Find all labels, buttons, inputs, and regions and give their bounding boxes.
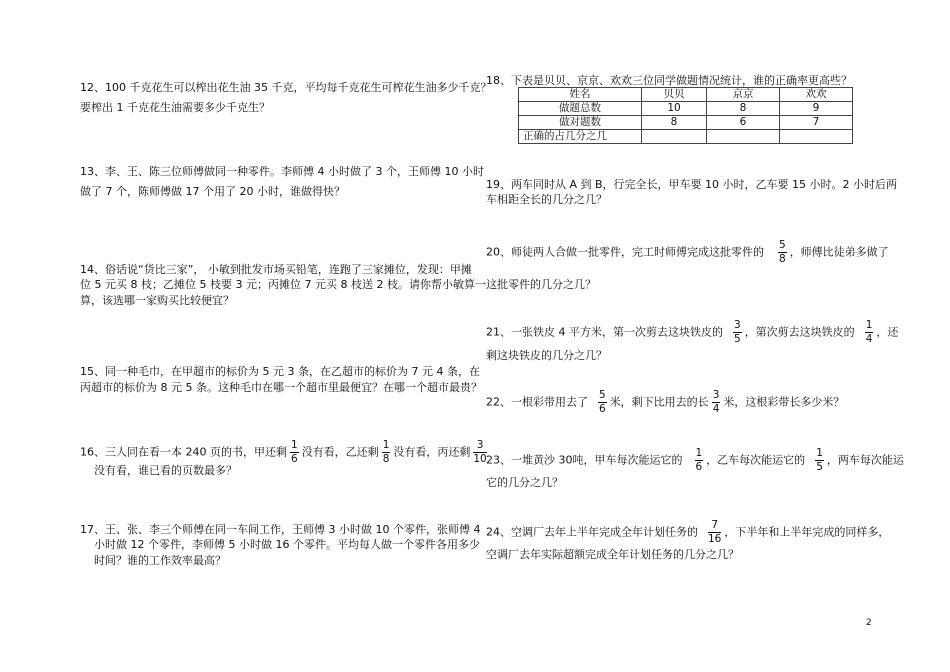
question-14-line-2: 位 5 元买 8 枝；乙摊位 5 枝要 3 元；丙摊位 7 元买 8 枝送 2 枝。请你帮小敏算一 xyxy=(80,278,486,291)
question-19-line-1: 19、两车同时从 A 到 B，行完全长，甲车要 10 小时，乙车要 15 小时。2 小时后两 xyxy=(486,178,898,191)
fraction: $\frac{5}{8}$ xyxy=(779,239,786,265)
table-cell: 8 xyxy=(707,102,780,116)
question-13-line-2: 做了 7 个，陈师傅做 17 个用了 20 小时，谁做得快？ xyxy=(80,185,345,198)
question-15-line-2: 丙超市的标价为 8 元 5 条。这种毛巾在哪一个超市里最便宜？在哪一个超市最贵？ xyxy=(80,381,482,394)
question-24-line-2: 空调厂去年实际超额完成全年计划任务的几分之几？ xyxy=(486,548,739,561)
question-21-line-1: 21、一张铁皮 4 平方米，第一次剪去这块铁皮的 $\frac{3}{5}$ ，第次剪去这块铁皮的 $\frac{1}{4}$ ，还 xyxy=(486,319,899,345)
stats-table xyxy=(518,87,853,144)
question-12-line-2: 要榨出 1 千克花生油需要多少千克生？ xyxy=(80,101,270,114)
question-14-line-3: 算，该选哪一家购买比较便宜？ xyxy=(80,294,234,307)
question-24-line-1: 24、空调厂去年上半年完成全年计划任务的 $\frac{7}{16}$ ，下半年和上半年完成的同样多， xyxy=(486,519,890,545)
question-15-line-1: 15、同一种毛巾，在甲超市的标价为 5 元 3 条，在乙超市的标价为 7 元 4 条，在 xyxy=(80,365,480,378)
question-23-line-2: 它的几分之几？ xyxy=(486,476,563,489)
fraction: $\frac{3}{4}$ xyxy=(712,389,720,415)
table-cell: 10 xyxy=(642,102,707,116)
question-14-line-1: 14、俗话说“货比三家”， 小敏到批发市场买铅笔，连跑了三家摊位，发现：甲摊 xyxy=(80,263,472,276)
table-cell: 6 xyxy=(707,116,780,130)
table-cell xyxy=(642,130,707,144)
question-23-line-1: 23、一堆黄沙 30吨，甲车每次能运它的 $\frac{1}{6}$ ，乙车每次能运它的 $\frac{1}{5}$ ，两车每次能运 xyxy=(486,447,904,473)
table-cell: 做题总数 xyxy=(519,102,642,116)
table-row xyxy=(519,130,853,144)
table-cell: 8 xyxy=(642,116,707,130)
fraction: $\frac{1}{6}$ xyxy=(695,447,703,473)
question-21-line-2: 剩这块铁皮的几分之几？ xyxy=(486,349,607,362)
question-16-line-1: 16、三人同在看一本 240 页的书，甲还剩 $\frac{1}{6}$ 没有看，乙还剩 $\frac{1}{8}$ 没有看，丙还剩 $\frac{3}{10}$ xyxy=(80,439,487,465)
question-18-line-1: 18、下表是贝贝、京京、欢欢三位同学做题情况统计，谁的正确率更高些？ xyxy=(486,74,852,87)
fraction: $\frac{1}{6}$ xyxy=(291,439,298,465)
table-header-cell: 欢欢 xyxy=(780,88,853,102)
table-header-cell: 京京 xyxy=(707,88,780,102)
question-16-line-2: 没有看，谁已看的页数最多？ xyxy=(94,464,237,477)
question-22-line-1: 22、一根彩带用去了 $\frac{5}{6}$ 米，剩下比用去的长 $\frac{3}{4}$ 米，这根彩带长多少米？ xyxy=(486,389,845,415)
table-cell xyxy=(707,130,780,144)
question-20-line-1: 20、师徒两人合做一批零件，完工时师傅完成这批零件的 $\frac{5}{8}$ ，师傅比徒弟多做了 xyxy=(486,239,889,265)
fraction: $\frac{3}{5}$ xyxy=(734,319,741,345)
table-cell: 7 xyxy=(780,116,853,130)
question-20-line-2: 这批零件的几分之几？ xyxy=(486,278,596,291)
fraction: $\frac{1}{4}$ xyxy=(865,319,873,345)
fraction: $\frac{1}{5}$ xyxy=(816,447,823,473)
table-cell xyxy=(780,130,853,144)
table-cell: 做对题数 xyxy=(519,116,642,130)
question-12-line-1: 12、100 千克花生可以榨出花生油 35 千克，平均每千克花生可榨花生油多少千克？ xyxy=(80,81,492,94)
fraction: $\frac{1}{8}$ xyxy=(382,439,390,465)
table-header-cell: 贝贝 xyxy=(642,88,707,102)
table-row xyxy=(519,102,853,116)
table-header-cell: 姓名 xyxy=(519,88,642,102)
question-13-line-1: 13、李、王、陈三位师傅做同一种零件。李师傅 4 小时做了 3 个，王师傅 10 小时 xyxy=(80,165,484,178)
table-cell: 9 xyxy=(780,102,853,116)
fraction: $\frac{3}{10}$ xyxy=(473,439,487,465)
fraction: $\frac{5}{6}$ xyxy=(599,389,606,415)
question-17-line-3: 时间？谁的工作效率最高？ xyxy=(94,554,226,567)
page-number: 2 xyxy=(866,618,872,628)
table-cell: 正确的占几分之几 xyxy=(519,130,642,144)
question-17-line-1: 17、王、张、李三个师傅在同一车间工作，王师傅 3 小时做 10 个零件，张师傅 4 xyxy=(80,523,481,536)
table-header-row xyxy=(519,88,853,102)
table-row xyxy=(519,116,853,130)
fraction: $\frac{7}{16}$ xyxy=(708,519,722,545)
question-17-line-2: 小时做 12 个零件，李师傅 5 小时做 16 个零件。平均每人做一个零件各用多少 xyxy=(94,538,480,551)
question-19-line-2: 车相距全长的几分之几？ xyxy=(486,193,607,206)
